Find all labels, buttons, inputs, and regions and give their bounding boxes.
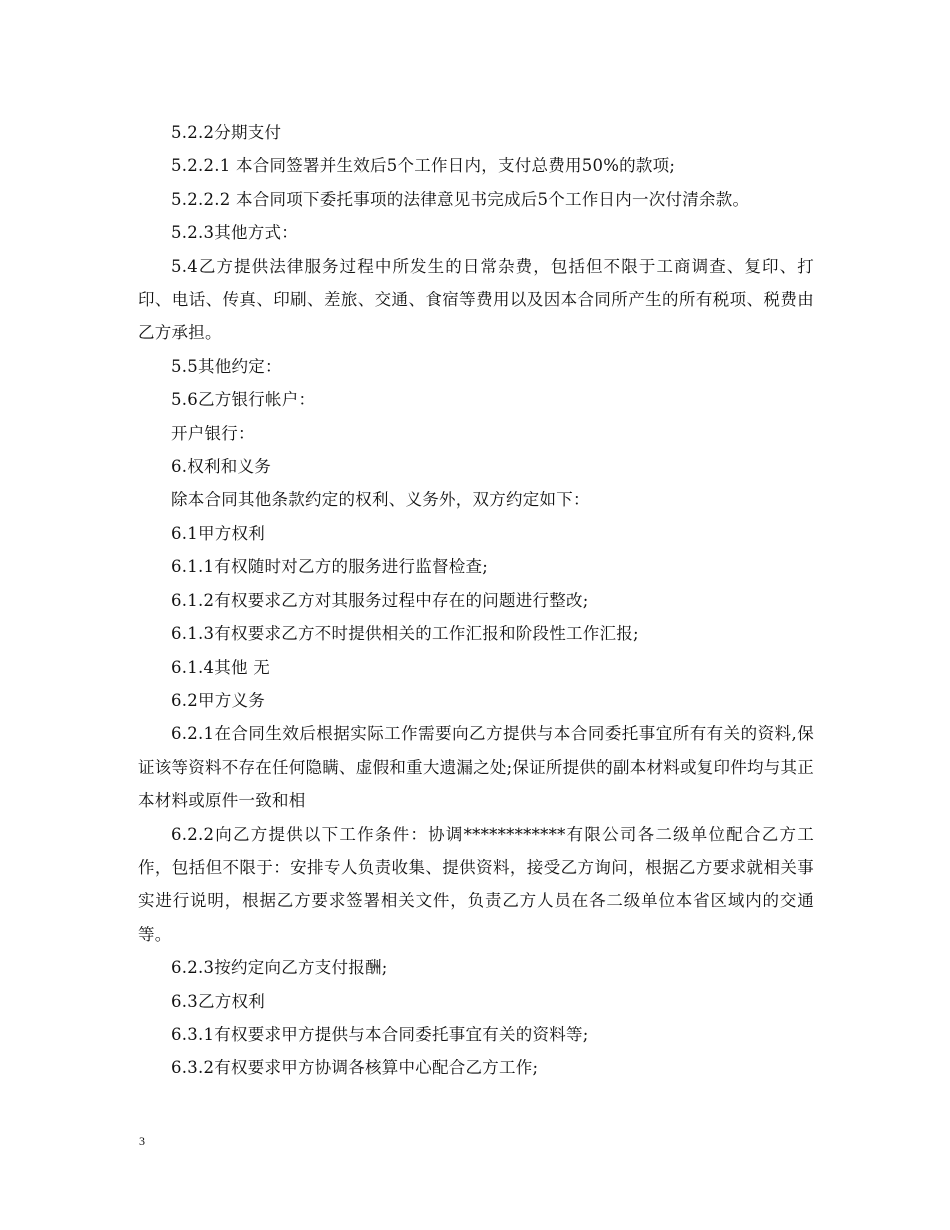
subsection-heading: 6.2甲方义务: [171, 690, 265, 710]
document-body: [138, 116, 814, 1085]
paragraph: 5.2.2.1 本合同签署并生效后5个工作日内，支付总费用50%的款项;: [171, 156, 676, 176]
paragraph: 除本合同其他条款约定的权利、义务外，双方约定如下：: [171, 490, 590, 510]
paragraph: 5.6乙方银行帐户：: [171, 390, 316, 410]
paragraph: 6.2.1在合同生效后根据实际工作需要向乙方提供与本合同委托事宜所有有关的资料,保证该等资料不存在任何隐瞒、虚假和重大遗漏之处;保证所提供的副本材料或复印件均与其正本材料或原件一致和相: [138, 724, 814, 811]
paragraph: 6.1.1有权随时对乙方的服务进行监督检查;: [171, 557, 489, 577]
section-heading: 6.权利和义务: [171, 457, 271, 477]
paragraph: 5.5其他约定：: [171, 356, 282, 376]
paragraph: 5.2.2.2 本合同项下委托事项的法律意见书完成后5个工作日内一次付清余款。: [171, 189, 750, 209]
paragraph: 6.2.3按约定向乙方支付报酬;: [171, 958, 388, 978]
paragraph: 6.3.2有权要求甲方协调各核算中心配合乙方工作;: [171, 1058, 539, 1078]
paragraph: 5.2.3其他方式：: [171, 223, 298, 243]
paragraph: 6.1.2有权要求乙方对其服务过程中存在的问题进行整改;: [171, 590, 589, 610]
subsection-heading: 6.1甲方权利: [171, 523, 265, 543]
paragraph: 6.2.2向乙方提供以下工作条件：协调************有限公司各二级单位配合乙方工作，包括但不限于：安排专人负责收集、提供资料，接受乙方询问，根据乙方要求就相关事实进行说明，根据乙方要求签署相关文件，负责乙方人员在各二级单位本省区域内的交通等。: [138, 824, 814, 944]
paragraph: 6.1.3有权要求乙方不时提供相关的工作汇报和阶段性工作汇报;: [171, 624, 639, 644]
page-number: 3: [139, 1134, 145, 1148]
paragraph: 开户银行：: [171, 423, 255, 443]
paragraph: 6.1.4其他 无: [171, 657, 270, 677]
paragraph: 5.2.2分期支付: [171, 123, 282, 142]
paragraph: 6.3.1有权要求甲方提供与本合同委托事宜有关的资料等;: [171, 1024, 589, 1044]
paragraph: 5.4乙方提供法律服务过程中所发生的日常杂费，包括但不限于工商调查、复印、打印、电话、传真、印刷、差旅、交通、食宿等费用以及因本合同所产生的所有税项、税费由 乙方承担。: [138, 256, 814, 343]
subsection-heading: 6.3乙方权利: [171, 991, 265, 1011]
